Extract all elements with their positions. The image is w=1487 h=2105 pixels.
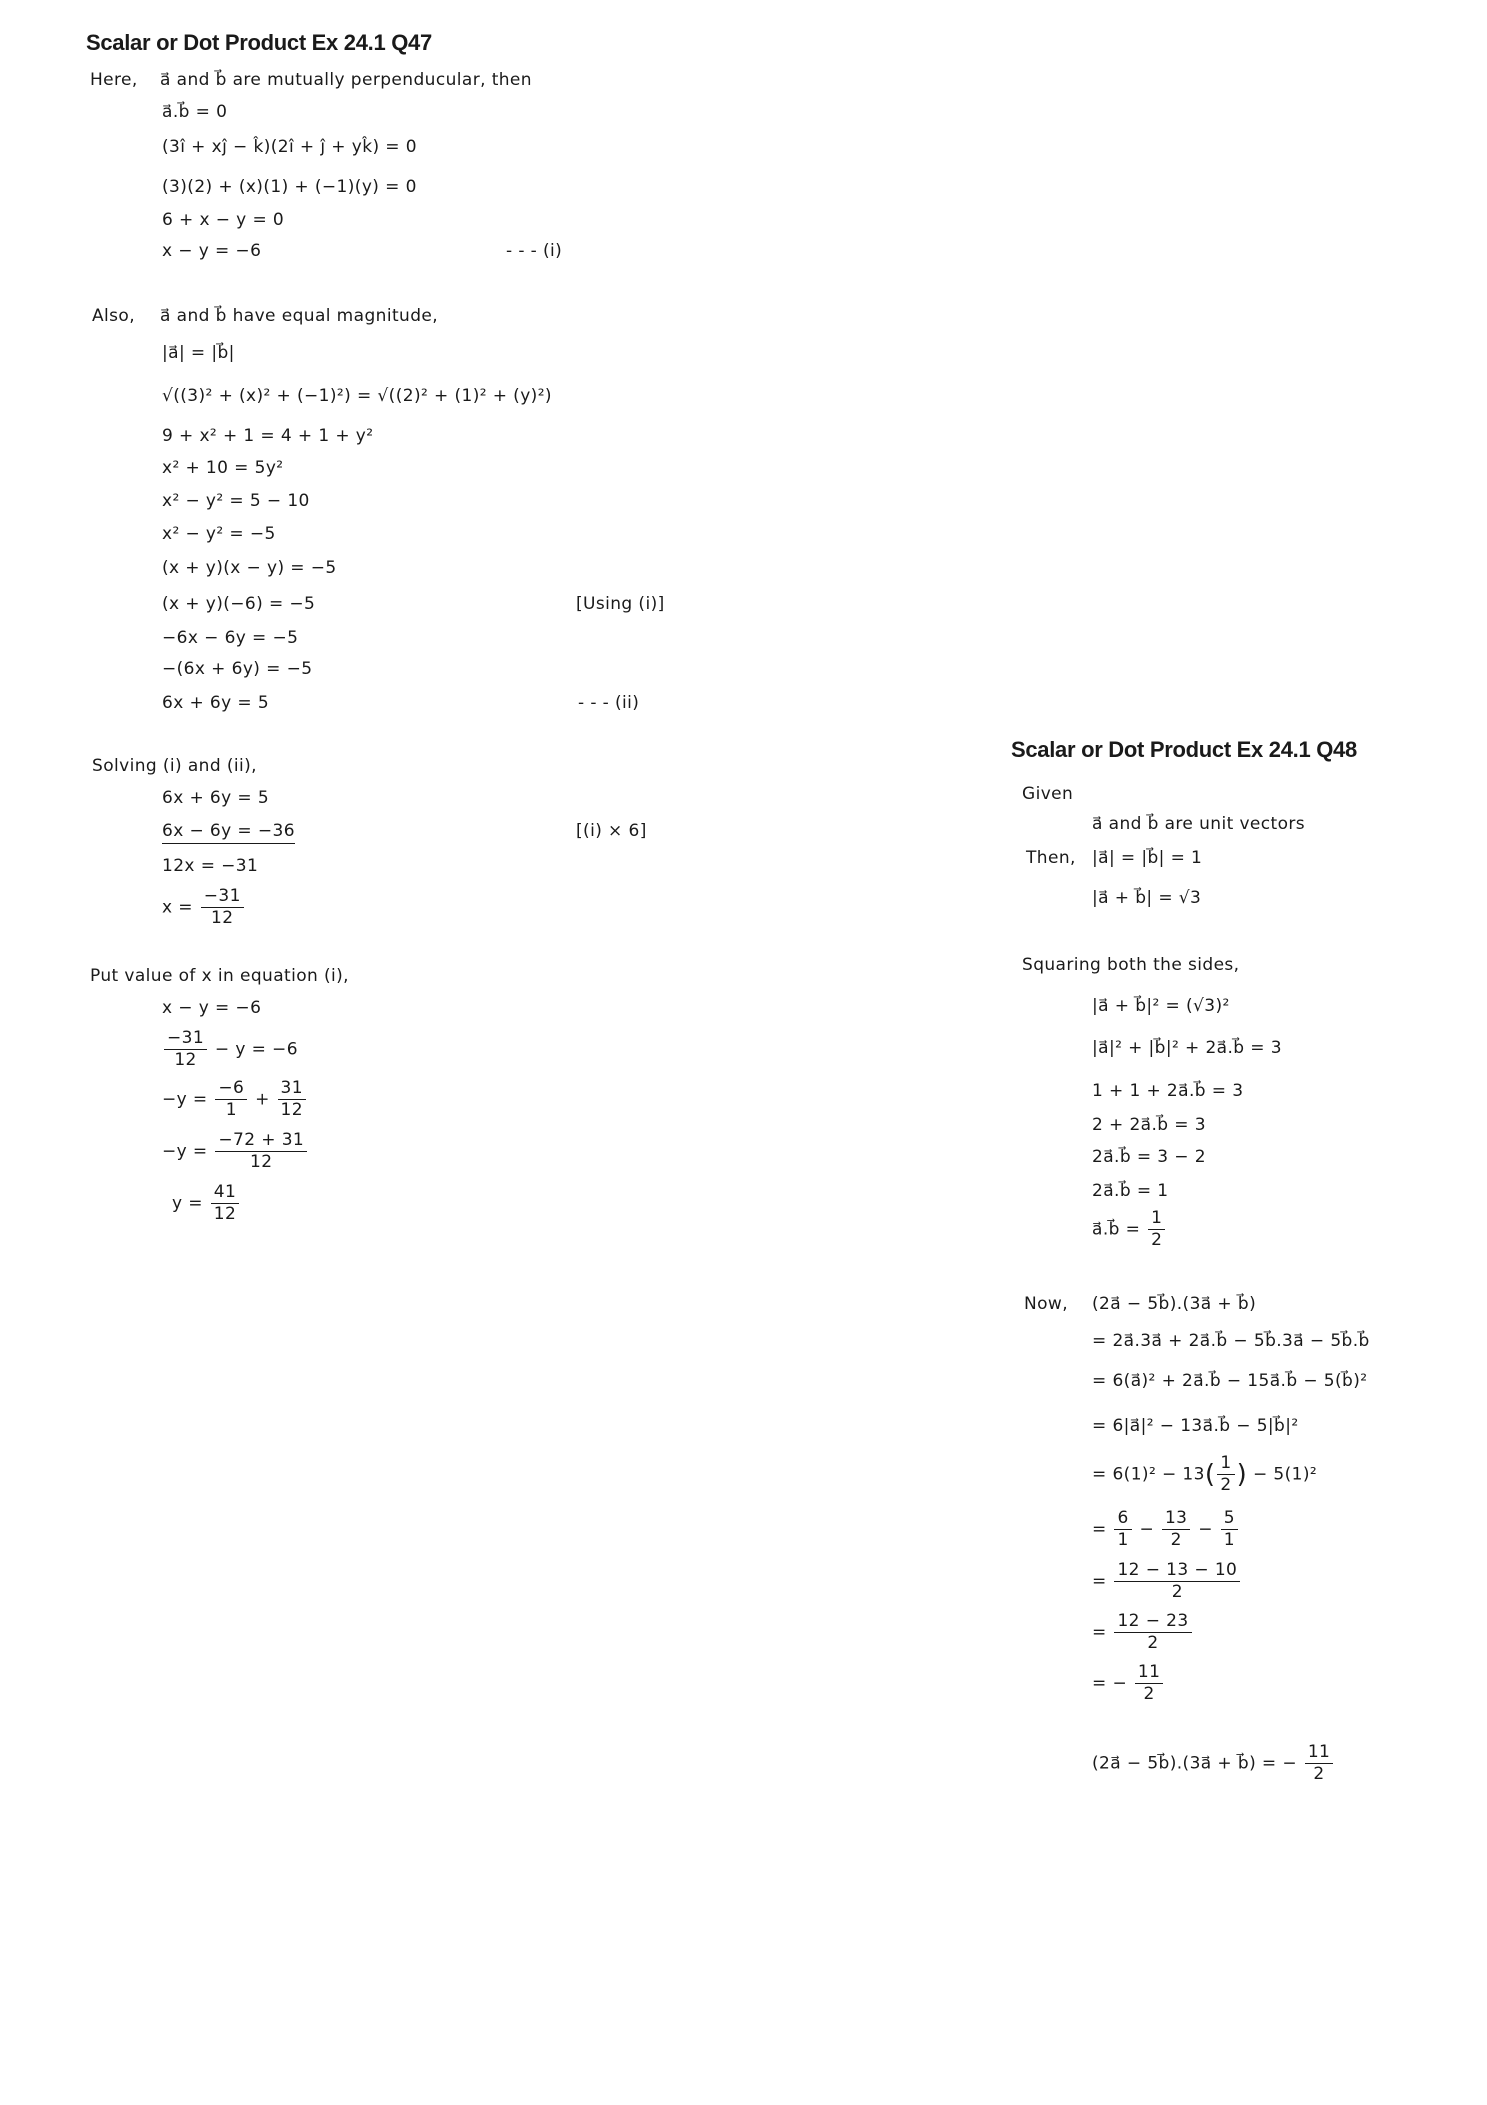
expr: = xyxy=(1092,1519,1107,1540)
q48-step: |a⃗ + b⃗|² = (√3)² xyxy=(1092,996,1230,1016)
numerator: −31 xyxy=(164,1030,207,1050)
q47-step: (x + y)(−6) = −5 xyxy=(162,594,316,614)
q47-step xyxy=(172,1184,241,1223)
q48-ab-result xyxy=(1092,1210,1167,1249)
denominator: 2 xyxy=(1170,1530,1182,1550)
numerator: −31 xyxy=(201,888,244,908)
q48-given: Given xyxy=(1022,784,1074,804)
denominator: 2 xyxy=(1151,1230,1163,1250)
fraction xyxy=(1148,1210,1165,1249)
q47-step xyxy=(162,1080,308,1119)
q47-step: (3)(2) + (x)(1) + (−1)(y) = 0 xyxy=(162,177,417,197)
denominator: 2 xyxy=(1171,1582,1183,1602)
fraction xyxy=(1114,1510,1131,1549)
numerator: 1 xyxy=(1217,1455,1234,1475)
q47-step: 6x + 6y = 5 xyxy=(162,693,270,713)
numerator: 5 xyxy=(1221,1510,1238,1530)
denominator: 1 xyxy=(225,1100,237,1120)
q47-title: Scalar or Dot Product Ex 24.1 Q47 xyxy=(86,30,432,55)
numerator: −72 + 31 xyxy=(215,1132,307,1152)
q47-x-fraction xyxy=(201,888,244,927)
q47-put-text: Put value of x in equation (i), xyxy=(90,966,349,986)
expr: −y = xyxy=(162,1141,208,1162)
expr: y = xyxy=(172,1193,203,1214)
q47-step: −6x − 6y = −5 xyxy=(162,628,299,648)
q47-step: (x + y)(x − y) = −5 xyxy=(162,558,337,578)
q48-step xyxy=(1092,1455,1317,1494)
q48-step xyxy=(1092,1510,1240,1549)
q47-step: x − y = −6 xyxy=(162,241,262,261)
expr: − y = −6 xyxy=(214,1039,298,1060)
fraction xyxy=(1114,1613,1191,1652)
q48-step: 2a⃗.b⃗ = 1 xyxy=(1092,1181,1169,1201)
q47-equation-tag: - - - (ii) xyxy=(578,693,640,713)
expr: − 5(1)² xyxy=(1252,1464,1318,1485)
q48-step: = 6(a⃗)² + 2a⃗.b⃗ − 15a⃗.b⃗ − 5(b⃗)² xyxy=(1092,1371,1368,1391)
q47-x-lhs: x = xyxy=(162,897,193,918)
q47-also-label: Also, xyxy=(92,306,136,326)
numerator: 12 − 23 xyxy=(1114,1613,1191,1633)
q48-step: = 2a⃗.3a⃗ + 2a⃗.b⃗ − 5b⃗.3a⃗ − 5b⃗.b⃗ xyxy=(1092,1331,1370,1351)
fraction xyxy=(1305,1744,1333,1783)
q47-step: x² − y² = 5 − 10 xyxy=(162,491,310,511)
q47-step: x² + 10 = 5y² xyxy=(162,458,284,478)
denominator: 1 xyxy=(1223,1530,1235,1550)
q48-step: 2 + 2a⃗.b⃗ = 3 xyxy=(1092,1115,1206,1135)
q47-using-tag: [Using (i)] xyxy=(576,594,665,614)
fraction xyxy=(1135,1664,1163,1703)
numerator: 31 xyxy=(278,1080,306,1100)
q47-step: −(6x + 6y) = −5 xyxy=(162,659,313,679)
fraction xyxy=(1114,1562,1240,1601)
q47-step: |a⃗| = |b⃗| xyxy=(162,343,235,363)
q48-step: |a⃗|² + |b⃗|² + 2a⃗.b⃗ = 3 xyxy=(1092,1038,1282,1058)
numerator: 41 xyxy=(211,1184,239,1204)
denominator: 12 xyxy=(211,908,234,928)
operator: + xyxy=(255,1089,270,1110)
q47-step xyxy=(162,823,295,844)
q47-step: 12x = −31 xyxy=(162,856,259,876)
q48-step xyxy=(1092,1562,1242,1601)
q48-then-text: |a⃗| = |b⃗| = 1 xyxy=(1092,848,1203,868)
fraction xyxy=(215,1132,307,1171)
q47-step-underlined: 6x − 6y = −36 xyxy=(162,823,295,844)
denominator: 2 xyxy=(1220,1475,1232,1495)
numerator: 12 − 13 − 10 xyxy=(1114,1562,1240,1582)
paren-close: ) xyxy=(1236,1459,1248,1490)
q47-mult-tag: [(i) × 6] xyxy=(576,821,647,841)
q47-step xyxy=(162,1132,309,1171)
q48-step: = 6|a⃗|² − 13a⃗.b⃗ − 5|b⃗|² xyxy=(1092,1416,1299,1436)
fraction xyxy=(1217,1455,1234,1494)
q47-step: x² − y² = −5 xyxy=(162,524,276,544)
q47-step: (3î + xĵ − k̂)(2î + ĵ + yk̂) = 0 xyxy=(162,137,417,157)
q48-step xyxy=(1092,1664,1165,1703)
fraction xyxy=(164,1030,207,1069)
paren-open: ( xyxy=(1204,1459,1216,1490)
numerator: 1 xyxy=(1148,1210,1165,1230)
q47-step xyxy=(162,1030,298,1069)
fraction xyxy=(1221,1510,1238,1549)
q47-step: x − y = −6 xyxy=(162,998,262,1018)
q48-given-text: a⃗ and b⃗ are unit vectors xyxy=(1092,814,1306,834)
fraction xyxy=(278,1080,306,1119)
denominator: 12 xyxy=(174,1050,197,1070)
q47-step: 9 + x² + 1 = 4 + 1 + y² xyxy=(162,426,374,446)
denominator: 2 xyxy=(1147,1633,1159,1653)
numerator: 11 xyxy=(1305,1744,1333,1764)
q47-intro-label: Here, xyxy=(90,70,138,90)
q48-step xyxy=(1092,1613,1194,1652)
q47-step: √((3)² + (x)² + (−1)²) = √((2)² + (1)² + (y)²) xyxy=(162,386,552,406)
denominator: 12 xyxy=(213,1204,237,1224)
denominator: 12 xyxy=(280,1100,303,1120)
q48-now-label: Now, xyxy=(1024,1294,1069,1314)
fraction xyxy=(1162,1510,1190,1549)
q47-step: a⃗.b⃗ = 0 xyxy=(162,102,228,122)
expr: = 6(1)² − 13 xyxy=(1092,1464,1205,1485)
q48-now-expr: (2a⃗ − 5b⃗).(3a⃗ + b⃗) xyxy=(1092,1294,1257,1314)
q48-title: Scalar or Dot Product Ex 24.1 Q48 xyxy=(1011,737,1357,762)
q47-also-text: a⃗ and b⃗ have equal magnitude, xyxy=(160,306,439,326)
fraction xyxy=(211,1184,239,1223)
q48-final-result xyxy=(1092,1744,1335,1783)
q47-x-result xyxy=(162,888,246,927)
denominator: 12 xyxy=(250,1152,273,1172)
q47-solving-text: Solving (i) and (ii), xyxy=(92,756,257,776)
operator: − xyxy=(1198,1519,1213,1540)
q47-step: 6x + 6y = 5 xyxy=(162,788,270,808)
expr: a⃗.b⃗ = xyxy=(1092,1219,1141,1240)
q48-step: 2a⃗.b⃗ = 3 − 2 xyxy=(1092,1147,1206,1167)
q47-step: 6 + x − y = 0 xyxy=(162,210,285,230)
q48-step: 1 + 1 + 2a⃗.b⃗ = 3 xyxy=(1092,1081,1244,1101)
q47-equation-tag: - - - (i) xyxy=(506,241,563,261)
expr: −y = xyxy=(162,1089,208,1110)
q47-intro-text: a⃗ and b⃗ are mutually perpenducular, then xyxy=(160,70,532,90)
q48-squaring: Squaring both the sides, xyxy=(1022,955,1240,975)
expr: = xyxy=(1092,1622,1107,1643)
expr: = − xyxy=(1092,1673,1128,1694)
denominator: 1 xyxy=(1117,1530,1129,1550)
denominator: 2 xyxy=(1143,1684,1155,1704)
denominator: 2 xyxy=(1313,1764,1325,1784)
numerator: −6 xyxy=(215,1080,247,1100)
numerator: 6 xyxy=(1114,1510,1131,1530)
expr: = xyxy=(1092,1571,1107,1592)
expr: (2a⃗ − 5b⃗).(3a⃗ + b⃗) = − xyxy=(1092,1753,1297,1774)
fraction xyxy=(215,1080,247,1119)
operator: − xyxy=(1139,1519,1155,1540)
q48-then-label: Then, xyxy=(1026,848,1076,868)
numerator: 13 xyxy=(1162,1510,1190,1530)
numerator: 11 xyxy=(1135,1664,1163,1684)
q48-sum-text: |a⃗ + b⃗| = √3 xyxy=(1092,888,1202,908)
